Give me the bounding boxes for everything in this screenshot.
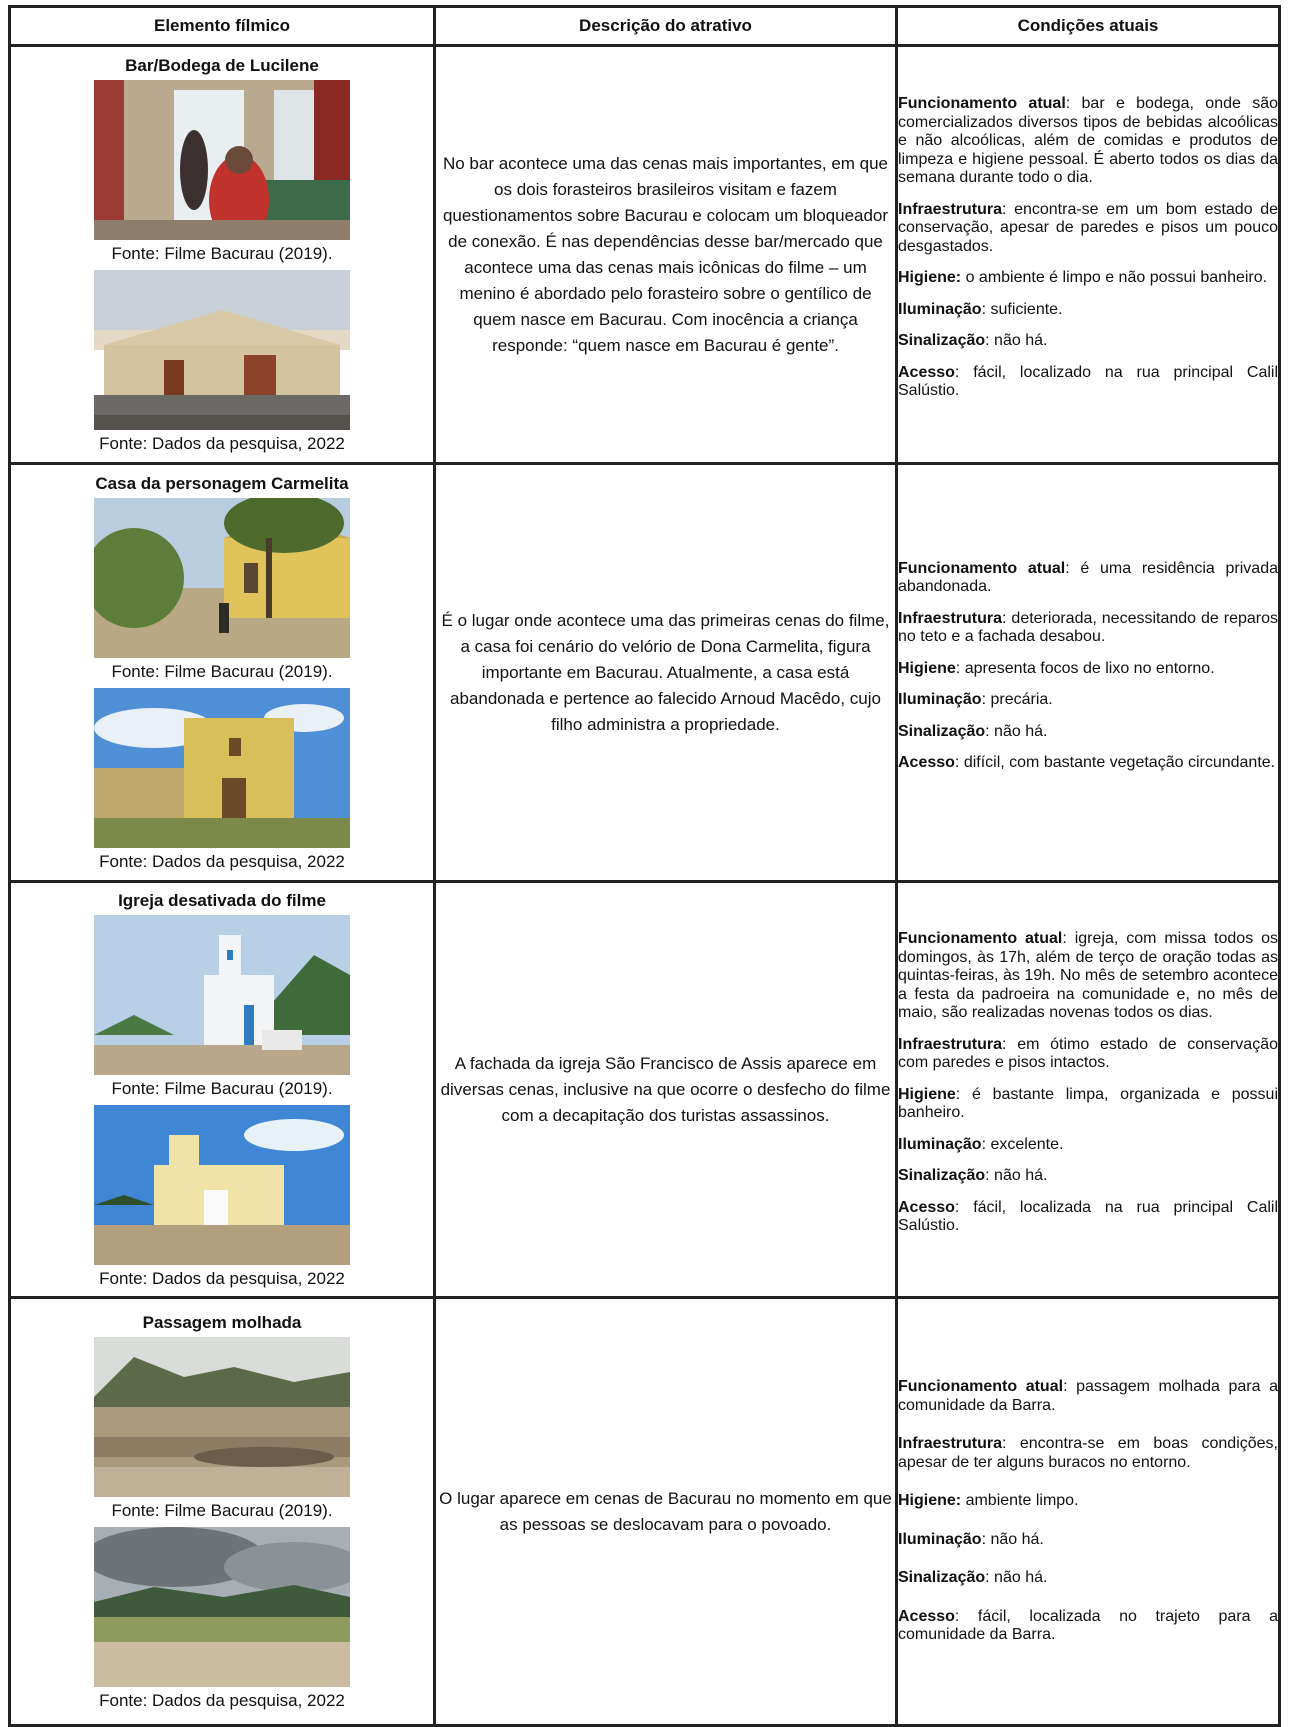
condition-item bbox=[898, 1036, 1278, 1073]
table-row bbox=[10, 1298, 1280, 1726]
condition-text: : igreja, com missa todos os domingos, às 17h, além de terço de oração todas as quintas-feiras, às 19h. No mês de setembro acontece a festa da padroeira na comunidade e, no mês de maio, são realizadas novenas todos os dias. bbox=[898, 930, 1279, 1022]
condition-text: : encontra-se em boas condições, apesar de ter alguns buracos no entorno. bbox=[898, 1435, 1278, 1471]
condition-item bbox=[898, 660, 1278, 679]
condition-text: o ambiente é limpo e não possui banheiro. bbox=[961, 269, 1268, 287]
condition-label: Acesso bbox=[898, 363, 955, 381]
condition-text: : fácil, localizada na rua principal Calil Salústio. bbox=[898, 1198, 1278, 1235]
film-element-cell bbox=[10, 46, 435, 464]
condition-label: Infraestrutura bbox=[898, 200, 1003, 218]
condition-item bbox=[898, 560, 1278, 597]
condition-text: : fácil, localizado na rua principal Calil Salústio. bbox=[898, 363, 1278, 400]
attraction-description: O lugar aparece em cenas de Bacurau no momento em que as pessoas se deslocavam para o povoado. bbox=[435, 1298, 897, 1726]
photo-source: Fonte: Dados da pesquisa, 2022 bbox=[99, 1690, 345, 1710]
condition-label: Acesso bbox=[898, 1198, 955, 1216]
condition-label: Sinalização bbox=[898, 1569, 986, 1587]
condition-label: Infraestrutura bbox=[898, 609, 1003, 627]
condition-item bbox=[898, 610, 1278, 647]
film-element-cell bbox=[10, 464, 435, 882]
header-conditions: Condições atuais bbox=[897, 7, 1280, 46]
condition-label: Funcionamento atual bbox=[898, 930, 1063, 948]
condition-text: : fácil, localizada no trajeto para a comunidade da Barra. bbox=[898, 1607, 1278, 1644]
current-conditions bbox=[897, 1298, 1280, 1726]
header-row bbox=[10, 7, 1280, 46]
house-research-photo bbox=[94, 688, 350, 848]
current-conditions bbox=[897, 46, 1280, 464]
crossing-film-photo bbox=[94, 1337, 350, 1497]
condition-item bbox=[898, 1378, 1278, 1415]
condition-text: : é uma residência privada abandonada. bbox=[898, 559, 1278, 595]
bar-research-photo bbox=[94, 270, 350, 430]
condition-item bbox=[898, 1136, 1278, 1155]
condition-item bbox=[898, 1608, 1278, 1645]
condition-text: : precária. bbox=[981, 691, 1053, 708]
condition-text: : suficiente. bbox=[981, 300, 1063, 318]
film-element-cell bbox=[10, 1298, 435, 1726]
condition-text: : bar e bodega, onde são comercializados diversos tipos de bebidas alcoólicas e não alcoólicas, além de comidas e produtos de limpeza e higiene pessoal. É aberto todos os dias da semana durante todo o dia. bbox=[898, 95, 1278, 187]
photo-source: Fonte: Filme Bacurau (2019). bbox=[111, 661, 333, 681]
condition-label: Acesso bbox=[898, 754, 955, 771]
condition-item bbox=[898, 1086, 1278, 1123]
condition-text: : em ótimo estado de conservação com paredes e pisos intactos. bbox=[898, 1035, 1278, 1072]
condition-label: Iluminação bbox=[898, 691, 982, 708]
photo-source: Fonte: Dados da pesquisa, 2022 bbox=[99, 433, 345, 453]
element-title: Igreja desativada do filme bbox=[118, 890, 326, 910]
condition-text: : não há. bbox=[985, 1569, 1048, 1587]
condition-text: : passagem molhada para a comunidade da Barra. bbox=[898, 1378, 1279, 1414]
table-row bbox=[10, 46, 1280, 464]
condition-label: Higiene: bbox=[898, 269, 962, 287]
attraction-description: No bar acontece uma das cenas mais importantes, em que os dois forasteiros brasileiros visitam e fazem questionamentos sobre Bacurau e colocam um bloqueador de conexão. É nas dependências desse bar/mercado que acontece uma das cenas mais icônicas do filme – um menino é abordado pelo forasteiro sobre o gentílico de quem nasce em Bacurau. Com inocência a criança responde: “quem nasce em Bacurau é gente”. bbox=[435, 46, 897, 464]
table-row bbox=[10, 464, 1280, 882]
condition-item bbox=[898, 1167, 1278, 1186]
condition-label: Higiene: bbox=[898, 1492, 962, 1510]
condition-text: : encontra-se em um bom estado de conservação, apesar de paredes e pisos um pouco desgastados. bbox=[898, 200, 1278, 255]
condition-text: : deteriorada, necessitando de reparos no teto e a fachada desabou. bbox=[898, 609, 1278, 645]
condition-label: Funcionamento atual bbox=[898, 95, 1066, 113]
condition-item bbox=[898, 723, 1278, 742]
element-title: Bar/Bodega de Lucilene bbox=[125, 55, 319, 75]
condition-item bbox=[898, 364, 1278, 401]
photo-source: Fonte: Filme Bacurau (2019). bbox=[111, 1500, 333, 1520]
condition-item bbox=[898, 1199, 1278, 1236]
condition-item bbox=[898, 754, 1278, 773]
condition-text: : é bastante limpa, organizada e possui banheiro. bbox=[898, 1085, 1278, 1122]
condition-label: Iluminação bbox=[898, 1135, 982, 1153]
church-research-photo bbox=[94, 1105, 350, 1265]
condition-item bbox=[898, 1435, 1278, 1472]
condition-label: Iluminação bbox=[898, 300, 982, 318]
film-element-cell bbox=[10, 882, 435, 1298]
condition-label: Infraestrutura bbox=[898, 1435, 1003, 1453]
header-description: Descrição do atrativo bbox=[435, 7, 897, 46]
condition-item bbox=[898, 269, 1278, 288]
current-conditions bbox=[897, 882, 1280, 1298]
condition-label: Funcionamento atual bbox=[898, 559, 1066, 577]
photo-source: Fonte: Dados da pesquisa, 2022 bbox=[99, 851, 345, 871]
header-element: Elemento fílmico bbox=[10, 7, 435, 46]
church-film-photo bbox=[94, 915, 350, 1075]
photo-source: Fonte: Filme Bacurau (2019). bbox=[111, 243, 333, 263]
attraction-description: A fachada da igreja São Francisco de Assis aparece em diversas cenas, inclusive na que ocorre o desfecho do filme com a decapitação dos turistas assassinos. bbox=[435, 882, 897, 1298]
condition-text: : não há. bbox=[981, 1530, 1044, 1548]
condition-text: : não há. bbox=[985, 1167, 1048, 1185]
condition-text: : excelente. bbox=[981, 1135, 1064, 1153]
element-title: Casa da personagem Carmelita bbox=[95, 473, 349, 493]
bar-film-photo bbox=[94, 80, 350, 240]
condition-label: Funcionamento atual bbox=[898, 1378, 1064, 1396]
condition-item bbox=[898, 930, 1278, 1023]
current-conditions bbox=[897, 464, 1280, 882]
condition-text: : não há. bbox=[985, 332, 1048, 350]
element-title: Passagem molhada bbox=[142, 1312, 302, 1332]
condition-text: ambiente limpo. bbox=[961, 1492, 1079, 1510]
condition-label: Higiene bbox=[898, 659, 956, 677]
condition-item bbox=[898, 1531, 1278, 1550]
condition-text: : difícil, com bastante vegetação circundante. bbox=[954, 754, 1276, 771]
condition-label: Sinalização bbox=[898, 332, 986, 350]
condition-text: : não há. bbox=[985, 722, 1048, 740]
attractions-table bbox=[8, 5, 1281, 1727]
attraction-description: É o lugar onde acontece uma das primeiras cenas do filme, a casa foi cenário do velório de Dona Carmelita, figura importante em Bacurau. Atualmente, a casa está abandonada e pertence ao falecido Arnoud Macêdo, cujo filho administra a propriedade. bbox=[435, 464, 897, 882]
condition-item bbox=[898, 301, 1278, 320]
condition-label: Higiene bbox=[898, 1085, 956, 1103]
table-row bbox=[10, 882, 1280, 1298]
condition-item bbox=[898, 201, 1278, 257]
condition-label: Sinalização bbox=[898, 1167, 986, 1185]
condition-label: Sinalização bbox=[898, 722, 986, 740]
condition-item bbox=[898, 332, 1278, 351]
condition-item bbox=[898, 691, 1278, 710]
condition-item bbox=[898, 1569, 1278, 1588]
house-film-photo bbox=[94, 498, 350, 658]
condition-label: Infraestrutura bbox=[898, 1035, 1003, 1053]
crossing-research-photo bbox=[94, 1527, 350, 1687]
condition-item bbox=[898, 1492, 1278, 1511]
condition-label: Iluminação bbox=[898, 1530, 982, 1548]
photo-source: Fonte: Filme Bacurau (2019). bbox=[111, 1078, 333, 1098]
condition-text: : apresenta focos de lixo no entorno. bbox=[955, 659, 1215, 677]
photo-source: Fonte: Dados da pesquisa, 2022 bbox=[99, 1268, 345, 1288]
condition-item bbox=[898, 95, 1278, 188]
condition-label: Acesso bbox=[898, 1607, 955, 1625]
